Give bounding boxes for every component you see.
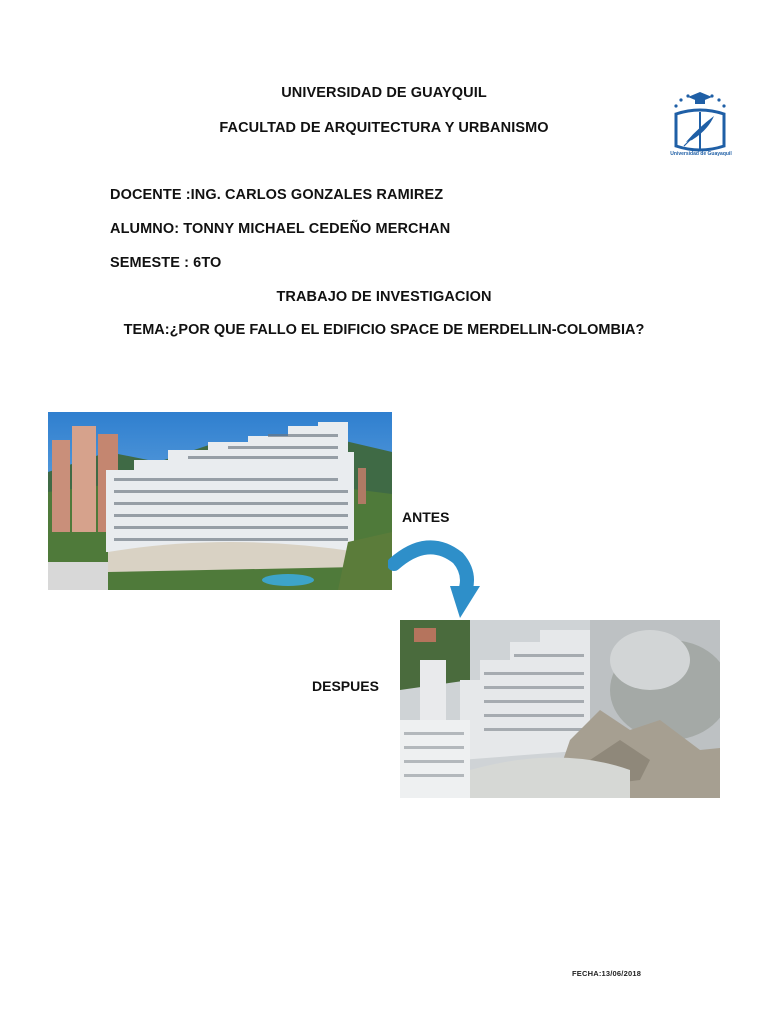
curved-arrow-icon <box>388 536 480 620</box>
university-name: UNIVERSIDAD DE GUAYQUIL <box>281 85 487 101</box>
after-building-photo <box>400 620 720 798</box>
work-type: TRABAJO DE INVESTIGACION <box>276 289 492 305</box>
docente-line: DOCENTE :ING. CARLOS GONZALES RAMIREZ <box>110 187 444 203</box>
work-topic: TEMA:¿POR QUE FALLO EL EDIFICIO SPACE DE MERDELLIN-COLOMBIA? <box>123 322 645 338</box>
logo-caption: Universidad de Guayaquil <box>670 151 732 157</box>
after-label: DESPUES <box>312 678 379 694</box>
faculty-name: FACULTAD DE ARQUITECTURA Y URBANISMO <box>219 120 549 136</box>
before-label: ANTES <box>402 509 450 525</box>
semestre-line: SEMESTE : 6TO <box>110 255 222 271</box>
before-building-photo <box>48 412 392 590</box>
alumno-line: ALUMNO: TONNY MICHAEL CEDEÑO MERCHAN <box>110 221 451 237</box>
date-footer: FECHA:13/06/2018 <box>572 969 642 978</box>
